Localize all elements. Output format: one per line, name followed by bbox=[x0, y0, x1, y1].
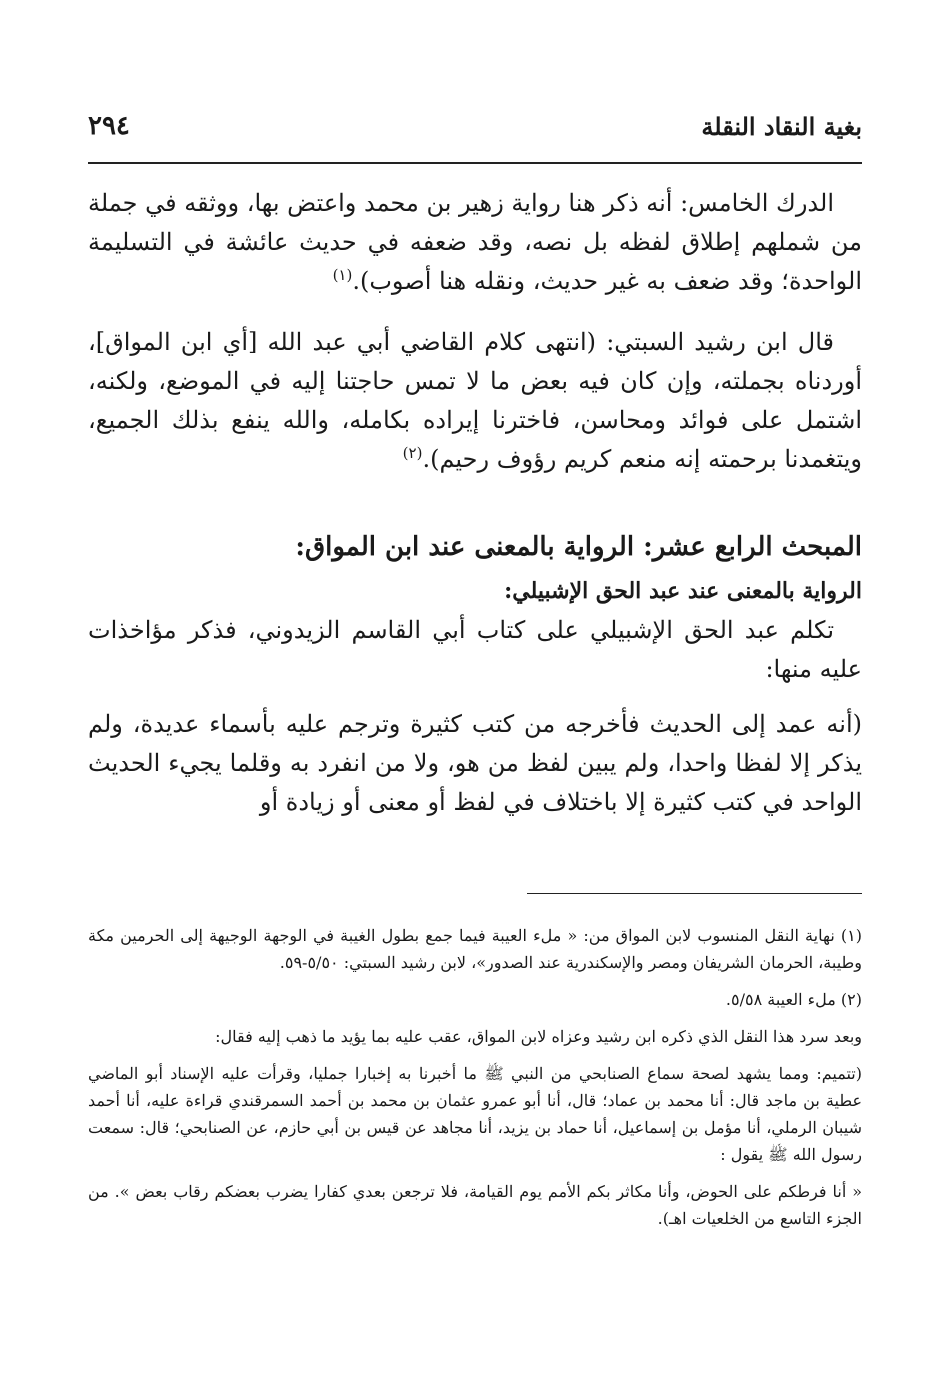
paragraph-abd-al-haqq: تكلم عبد الحق الإشبيلي على كتاب أبي القاسم الزيدوني، فذكر مؤاخذات عليه منها: bbox=[88, 616, 862, 683]
footnote-continuation: وبعد سرد هذا النقل الذي ذكره ابن رشيد وعزاه لابن المواق، عقب عليه بما يؤيد ما ذهب إليه فقال: bbox=[215, 1027, 862, 1046]
footnotes bbox=[88, 922, 862, 1232]
paragraph-ibn-rushayd bbox=[88, 323, 862, 479]
footnote-1: (١) نهاية النقل المنسوب لابن المواق من: « ملء العيبة فيما جمع بطول الغيبة في الوجهة الوجيهة إلى الحرمين مكة وطيبة، الحرمان الشريفان ومصر والإسكندرية عند الصدور»، لابن رشيد السبتي: ٥/٥٠-٥٩. bbox=[88, 926, 863, 972]
paragraph-fifth-flaw bbox=[88, 184, 862, 301]
page-header bbox=[88, 106, 862, 146]
footnote-hadith: « أنا فرطكم على الحوض، وأنا مكاثر بكم الأمم يوم القيامة، فلا ترجعن بعدي كفارا يضرب بعضكم رقاب بعض ». من الجزء التاسع من الخلعيات اهـ). bbox=[88, 1182, 862, 1228]
section-heading: المبحث الرابع عشر: الرواية بالمعنى عند ابن المواق: bbox=[295, 532, 862, 562]
footnote-2: (٢) ملء العيبة ٥/٥٨. bbox=[725, 990, 862, 1009]
footnote-ref-2: (٢) bbox=[402, 444, 423, 462]
running-title: بغية النقاد النقلة bbox=[701, 111, 862, 141]
sub-heading: الرواية بالمعنى عند عبد الحق الإشبيلي: bbox=[504, 578, 862, 604]
footnote-ref-1: (١) bbox=[332, 266, 353, 284]
paragraph-text: الدرك الخامس: أنه ذكر هنا رواية زهير بن محمد واعتض بها، ووثقه في جملة من شملهم إطلاق لفظه بل نصه، وقد ضعفه في حديث عائشة في التسليمة الواحدة؛ وقد ضعف به غير حديث، ونقله هنا أصوب). bbox=[87, 189, 862, 295]
footnote-divider bbox=[527, 893, 862, 894]
header-divider bbox=[88, 162, 862, 164]
main-text bbox=[88, 184, 862, 822]
paragraph-text: قال ابن رشيد السبتي: (انتهى كلام القاضي أبي عبد الله [أي ابن المواق]، أوردناه بجملته، وإن كان فيه بعض ما لا تمس حاجتنا إليه في الموضع، ولكنه، اشتمل على فوائد ومحاسن، فاخترنا إيراده بكامله، والله ينفع بذلك الجميع، ويتغمدنا برحمته إنه منعم كريم رؤوف رحيم). bbox=[88, 328, 862, 473]
page-number: ٢٩٤ bbox=[88, 111, 130, 141]
footnote-tatmim: (تتميم: ومما يشهد لصحة سماع الصنابحي من النبي ﷺ ما أخبرنا به إخبارا جمليا، وقرأت عليه الإسناد أبو الماضي عطية بن ماجد قال: أنا محمد بن عماد؛ قال، أنا أبو عمرو عثمان بن محمد بن أحمد السمرقندي قراءة عليه، أنا أحمد شيبان الرملي، أنا مؤمل بن إسماعيل، أنا حماد بن يزيد، أنا مجاهد عن قيس بن أبي حازم، عن الصنابحي؛ قال: سمعت رسول الله ﷺ يقول : bbox=[88, 1064, 862, 1164]
paragraph-quote: (أنه عمد إلى الحديث فأخرجه من كتب كثيرة وترجم عليه بأسماء عديدة، ولم يذكر إلا لفظا واحدا، ولم يبين لفظ من هو، ولا من انفرد به وقلما يجيء الحديث الواحد في كتب كثيرة إلا باختلاف في لفظ أو معنى أو زيادة أو bbox=[88, 710, 862, 816]
